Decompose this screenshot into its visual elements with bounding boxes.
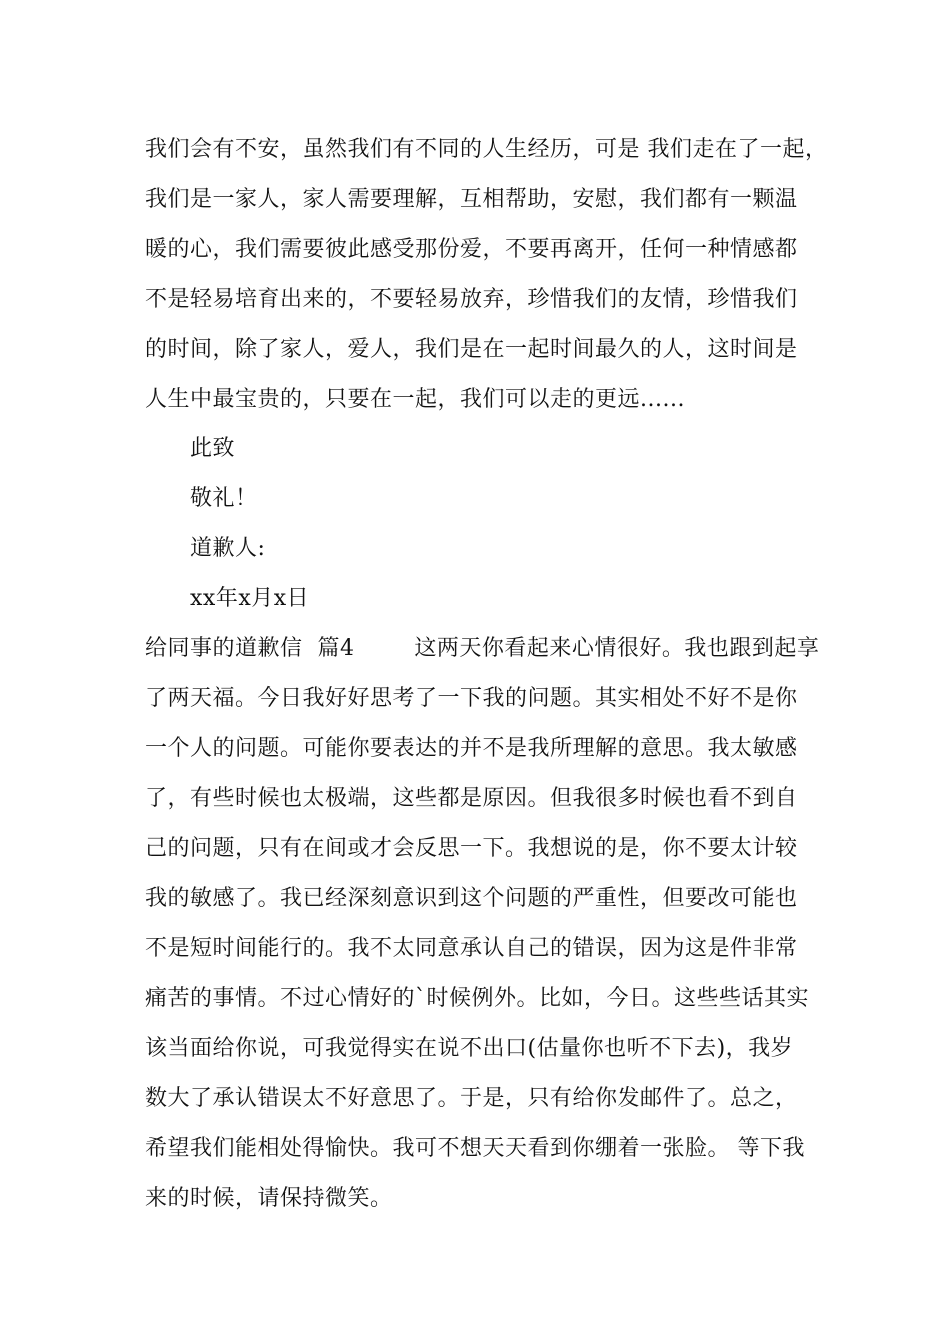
paragraph-line: 了，有些时候也太极端，这些都是原因。但我很多时候也看不到自 (145, 786, 798, 811)
section-heading-line: 给同事的道歉信 篇4 这两天你看起来心情很好。我也跟到起享 (145, 636, 820, 661)
paragraph-line: 我们会有不安，虽然我们有不同的人生经历，可是 我们走在了一起， (145, 137, 828, 162)
paragraph-line: 该当面给你说，可我觉得实在说不出口(估量你也听不下去)，我岁 (145, 1036, 794, 1061)
paragraph-line: 我的敏感了。我已经深刻意识到这个问题的严重性，但要改可能也 (145, 886, 798, 911)
date-line: xx年x月x日 (190, 586, 310, 611)
paragraph-line: 不是轻易培育出来的，不要轻易放弃，珍惜我们的友情，珍惜我们 (145, 287, 798, 312)
paragraph-line: 了两天福。今日我好好思考了一下我的问题。其实相处不好不是你 (145, 686, 798, 711)
paragraph-line: 一个人的问题。可能你要表达的并不是我所理解的意思。我太敏感 (145, 736, 798, 761)
paragraph-line: 的时间，除了家人，爱人，我们是在一起时间最久的人，这时间是 (145, 337, 798, 362)
paragraph-line: 我们是一家人，家人需要理解，互相帮助，安慰，我们都有一颗温 (145, 187, 798, 212)
paragraph-line: 来的时候，请保持微笑。 (145, 1186, 393, 1211)
paragraph-line: 希望我们能相处得愉快。我可不想天天看到你绷着一张脸。 等下我 (145, 1136, 805, 1161)
closing-respect: 敬礼！ (190, 486, 258, 511)
paragraph-line: 不是短时间能行的。我不太同意承认自己的错误，因为这是件非常 (145, 936, 798, 961)
paragraph-line: 数大了承认错误太不好意思了。于是，只有给你发邮件了。总之， (145, 1086, 798, 1111)
paragraph-line: 己的问题，只有在间或才会反思一下。我想说的是，你不要太计较 (145, 836, 798, 861)
paragraph-line: 人生中最宝贵的，只要在一起，我们可以走的更远...... (145, 387, 685, 412)
signer-label: 道歉人: (190, 536, 266, 561)
paragraph-line: 暖的心，我们需要彼此感受那份爱，不要再离开，任何一种情感都 (145, 237, 798, 262)
closing-salutation: 此致 (190, 436, 236, 461)
paragraph-line: 痛苦的事情。不过心情好的`时候例外。比如，今日。这些些话其实 (145, 986, 810, 1011)
